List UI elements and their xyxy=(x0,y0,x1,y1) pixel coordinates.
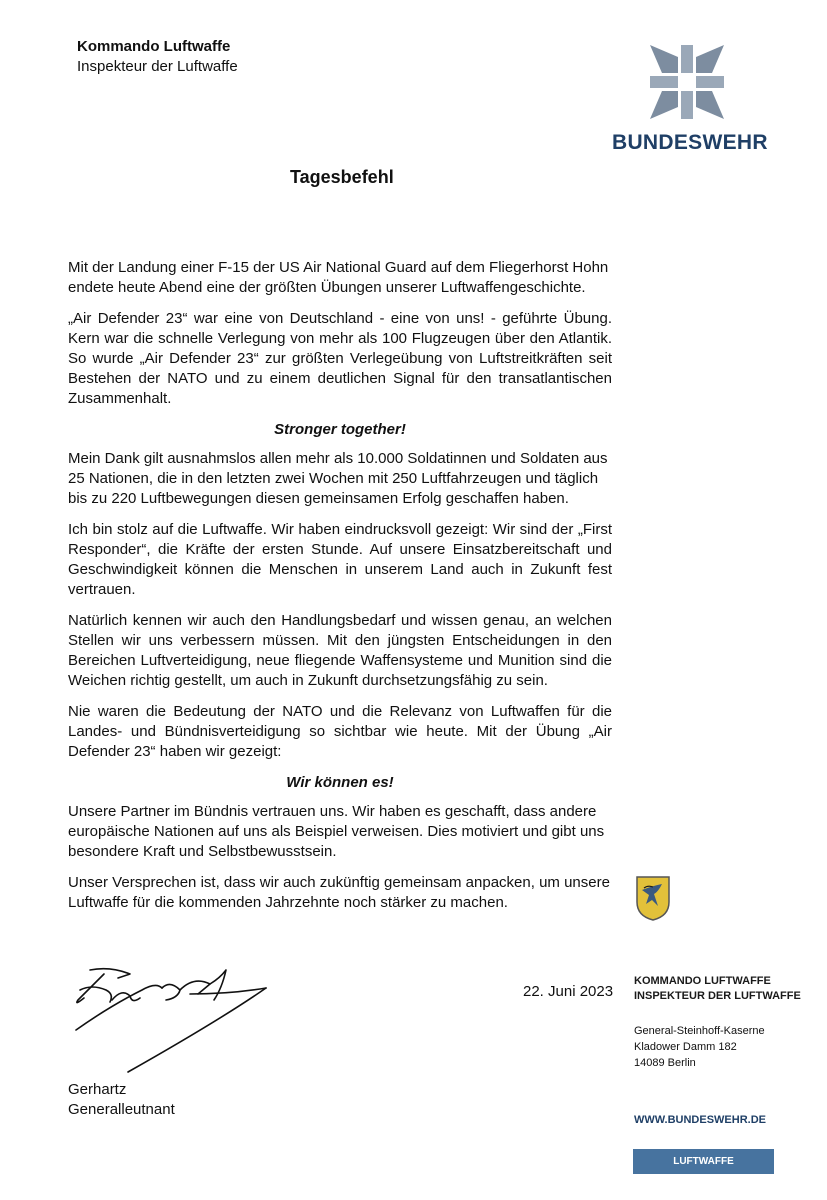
paragraph-1: Mit der Landung einer F-15 der US Air National Guard auf dem Fliegerhorst Hohn endete heute Abend eine der größten Übungen unserer Luftwaffengeschichte. xyxy=(68,259,609,296)
header-org-role: Inspekteur der Luftwaffe xyxy=(77,58,238,75)
signer-rank: Generalleutnant xyxy=(68,1101,175,1118)
address-line-2: Kladower Damm 182 xyxy=(634,1041,737,1053)
paragraph-4: Ich bin stolz auf die Luftwaffe. Wir haben eindrucksvoll gezeigt: Wir sind der „First Responder“, die Kräfte der ersten Stunde. Auf unsere Einsatzbereitschaft und Geschwindigkeit können die Menschen in unserem Land auch in Zukunft fest vertrauen. xyxy=(68,521,612,598)
paragraph-5: Natürlich kennen wir auch den Handlungsbedarf und wissen genau, an welchen Stellen wir uns verbessern müssen. Mit den jüngsten Entscheidungen in den Bereichen Luftverteidigung, neue fliegende Waffensysteme und Munition sind die Weichen richtig gestellt, um auch in Zukunft durchsetzungsfähig zu sein. xyxy=(68,612,612,689)
paragraph-7: Unsere Partner im Bündnis vertrauen uns. Wir haben es geschafft, dass andere europäische Nationen auf uns als Beispiel verweisen. Dies motiviert und gibt uns besondere Kraft und Selbstbewusstsein. xyxy=(68,803,605,860)
footer-address xyxy=(634,1023,765,1071)
paragraph-3: Mein Dank gilt ausnahmslos allen mehr als 10.000 Soldatinnen und Soldaten aus 25 Nationen, die in den letzten zwei Wochen mit 250 Luftfahrzeugen und täglich bis zu 220 Luftbewegungen diesen gemeinsamen Erfolg geschaffen haben. xyxy=(68,450,608,507)
signer-block xyxy=(68,1080,175,1120)
bundeswehr-logo xyxy=(612,45,768,155)
footer-org xyxy=(634,974,801,1004)
header-org-name: Kommando Luftwaffe xyxy=(77,38,231,55)
footer-org-line-1: KOMMANDO LUFTWAFFE xyxy=(634,975,771,987)
address-line-3: 14089 Berlin xyxy=(634,1057,696,1069)
signer-name: Gerhartz xyxy=(68,1081,127,1098)
letterhead xyxy=(77,37,238,77)
luftwaffe-crest-icon xyxy=(634,874,672,927)
website-link[interactable]: WWW.BUNDESWEHR.DE xyxy=(634,1114,766,1126)
paragraph-2: „Air Defender 23“ war eine von Deutschland - eine von uns! - geführte Übung. Kern war die schnelle Verlegung von mehr als 100 Flugzeugen über den Atlantik. So wurde „Air Defender 23“ zur größten Verlegeübung von Luftstreitkräften seit Bestehen der NATO und zu einem deutlichen Signal für den transatlantischen Zusammenhalt. xyxy=(68,310,612,407)
address-line-1: General-Steinhoff-Kaserne xyxy=(634,1025,765,1037)
paragraph-8: Unser Versprechen ist, dass wir auch zukünftig gemeinsam anpacken, um unsere Luftwaffe für die kommenden Jahrzehnte noch stärker zu machen. xyxy=(68,874,610,911)
signature xyxy=(70,960,270,1080)
motto-stronger-together: Stronger together! xyxy=(274,421,406,438)
paragraph-6: Nie waren die Bedeutung der NATO und die Relevanz von Luftwaffen für die Landes- und Bündnisverteidigung so sichtbar wie heute. Mit der Übung „Air Defender 23“ haben wir gezeigt: xyxy=(68,703,612,760)
branch-bar: LUFTWAFFE xyxy=(633,1149,774,1174)
iron-cross-icon xyxy=(650,45,724,119)
motto-wir-koennen-es: Wir können es! xyxy=(286,774,394,791)
letter-date: 22. Juni 2023 xyxy=(523,983,614,1000)
page-title: Tagesbefehl xyxy=(290,167,394,187)
letter-body xyxy=(68,258,612,924)
footer-org-line-2: INSPEKTEUR DER LUFTWAFFE xyxy=(634,990,801,1002)
logo-wordmark: BUNDESWEHR xyxy=(612,131,768,154)
